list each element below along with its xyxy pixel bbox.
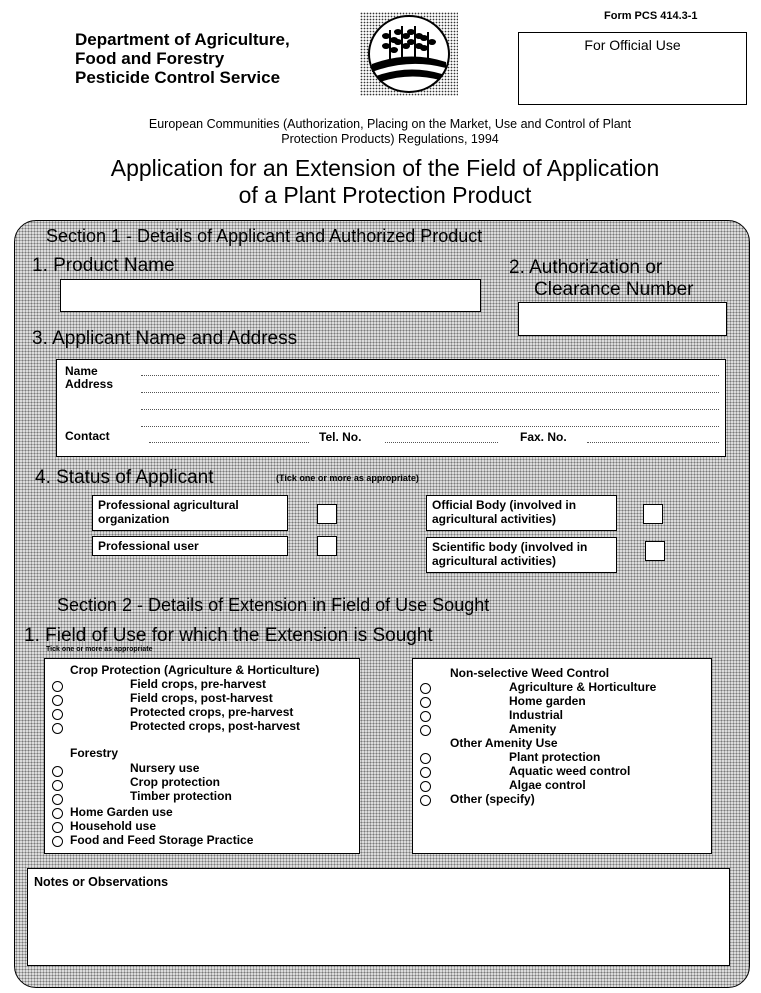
option-aquatic-weed: Aquatic weed control <box>509 764 631 778</box>
radio-timber-protection[interactable] <box>52 794 63 805</box>
regulations-line-1: European Communities (Authorization, Placing on the Market, Use and Control of Plant <box>148 117 632 131</box>
applicant-label: 3. Applicant Name and Address <box>32 328 298 349</box>
product-name-label: 1. Product Name <box>32 255 175 276</box>
radio-algae-control[interactable] <box>420 781 431 792</box>
option-other-specify: Other (specify) <box>450 792 535 806</box>
field-of-use-right-box <box>412 658 712 854</box>
amenity-heading: Other Amenity Use <box>450 736 558 750</box>
status-scientific-body-checkbox[interactable] <box>645 541 665 561</box>
status-professional-user-label: Professional user <box>92 536 288 556</box>
status-professional-org-label: Professional agricultural organization <box>92 495 288 531</box>
tel-label: Tel. No. <box>319 430 362 444</box>
option-field-crops-post: Field crops, post-harvest <box>130 691 273 705</box>
radio-aquatic-weed[interactable] <box>420 767 431 778</box>
applicant-box <box>56 359 726 457</box>
option-protected-crops-pre: Protected crops, pre-harvest <box>130 705 294 719</box>
forestry-heading: Forestry <box>70 746 119 760</box>
radio-protected-crops-pre[interactable] <box>52 709 63 720</box>
status-hint: (Tick one or more as appropriate) <box>276 473 419 483</box>
name-label: Name <box>65 364 98 378</box>
radio-nursery-use[interactable] <box>52 766 63 777</box>
field-of-use-left-box <box>44 658 360 854</box>
address-input-line-2[interactable] <box>141 409 719 410</box>
option-home-garden-use: Home Garden use <box>70 805 173 819</box>
status-professional-org-checkbox[interactable] <box>317 504 337 524</box>
dept-line-1: Department of Agriculture, <box>75 30 290 49</box>
fax-input[interactable] <box>587 442 719 443</box>
section1-heading: Section 1 - Details of Applicant and Authorized Product <box>46 226 483 246</box>
option-weed-industrial: Industrial <box>509 708 564 722</box>
radio-weed-industrial[interactable] <box>420 711 431 722</box>
radio-weed-home-garden[interactable] <box>420 697 431 708</box>
status-professional-user-checkbox[interactable] <box>317 536 337 556</box>
official-use-box <box>518 32 747 105</box>
address-input-line-1[interactable] <box>141 392 719 393</box>
crop-protection-heading: Crop Protection (Agriculture & Horticulture) <box>70 663 320 677</box>
status-official-body-label: Official Body (involved in agricultural activities) <box>426 495 617 531</box>
regulations-line-2: Protection Products) Regulations, 1994 <box>281 132 499 146</box>
status-scientific-body-label: Scientific body (involved in agricultural activities) <box>426 537 617 573</box>
status-official-body-checkbox[interactable] <box>643 504 663 524</box>
contact-label: Contact <box>65 429 110 443</box>
option-weed-home-garden: Home garden <box>509 694 586 708</box>
department-name <box>75 30 290 87</box>
radio-home-garden-use[interactable] <box>52 808 63 819</box>
radio-weed-agri-horti[interactable] <box>420 683 431 694</box>
form-number: Form PCS 414.3-1 <box>604 10 698 22</box>
department-logo-icon <box>360 12 458 96</box>
option-field-crops-pre: Field crops, pre-harvest <box>130 677 267 691</box>
option-crop-protection: Crop protection <box>130 775 220 789</box>
fax-label: Fax. No. <box>520 430 567 444</box>
option-timber-protection: Timber protection <box>130 789 232 803</box>
radio-plant-protection[interactable] <box>420 753 431 764</box>
authorization-label-line-1: 2. Authorization or <box>509 257 663 278</box>
address-input-line-3[interactable] <box>141 426 719 427</box>
option-weed-amenity: Amenity <box>509 722 557 736</box>
authorization-label-line-2: Clearance Number <box>534 279 694 300</box>
authorization-label <box>509 257 693 301</box>
field-of-use-hint: Tick one or more as appropriate <box>46 646 153 653</box>
radio-other-specify[interactable] <box>420 795 431 806</box>
dept-line-2: Food and Forestry <box>75 49 225 68</box>
authorization-number-input[interactable] <box>518 302 727 336</box>
radio-weed-amenity[interactable] <box>420 725 431 736</box>
page-title <box>20 155 750 209</box>
radio-crop-protection[interactable] <box>52 780 63 791</box>
weed-control-heading: Non-selective Weed Control <box>450 666 610 680</box>
option-plant-protection: Plant protection <box>509 750 601 764</box>
dept-line-3: Pesticide Control Service <box>75 68 281 87</box>
field-of-use-label: 1. Field of Use for which the Extension is Sought <box>24 625 433 646</box>
title-line-2: of a Plant Protection Product <box>238 182 532 208</box>
title-line-1: Application for an Extension of the Field of Application <box>110 155 660 181</box>
option-protected-crops-post: Protected crops, post-harvest <box>130 719 301 733</box>
official-use-label: For Official Use <box>584 37 681 53</box>
contact-input[interactable] <box>149 442 309 443</box>
name-input[interactable] <box>141 375 719 376</box>
notes-label: Notes or Observations <box>34 875 169 889</box>
product-name-input[interactable] <box>60 279 481 312</box>
option-weed-agri-horti: Agriculture & Horticulture <box>509 680 657 694</box>
radio-household-use[interactable] <box>52 822 63 833</box>
radio-field-crops-pre[interactable] <box>52 681 63 692</box>
option-algae-control: Algae control <box>509 778 586 792</box>
radio-field-crops-post[interactable] <box>52 695 63 706</box>
option-nursery-use: Nursery use <box>130 761 200 775</box>
regulations-text <box>70 117 710 147</box>
status-label: 4. Status of Applicant <box>35 467 214 488</box>
radio-protected-crops-post[interactable] <box>52 723 63 734</box>
radio-food-feed-storage[interactable] <box>52 836 63 847</box>
option-household-use: Household use <box>70 819 157 833</box>
option-food-feed-storage: Food and Feed Storage Practice <box>70 833 254 847</box>
tel-input[interactable] <box>385 442 498 443</box>
section2-heading: Section 2 - Details of Extension in Field of Use Sought <box>57 595 490 615</box>
address-label: Address <box>65 377 114 391</box>
notes-box[interactable] <box>27 868 730 966</box>
